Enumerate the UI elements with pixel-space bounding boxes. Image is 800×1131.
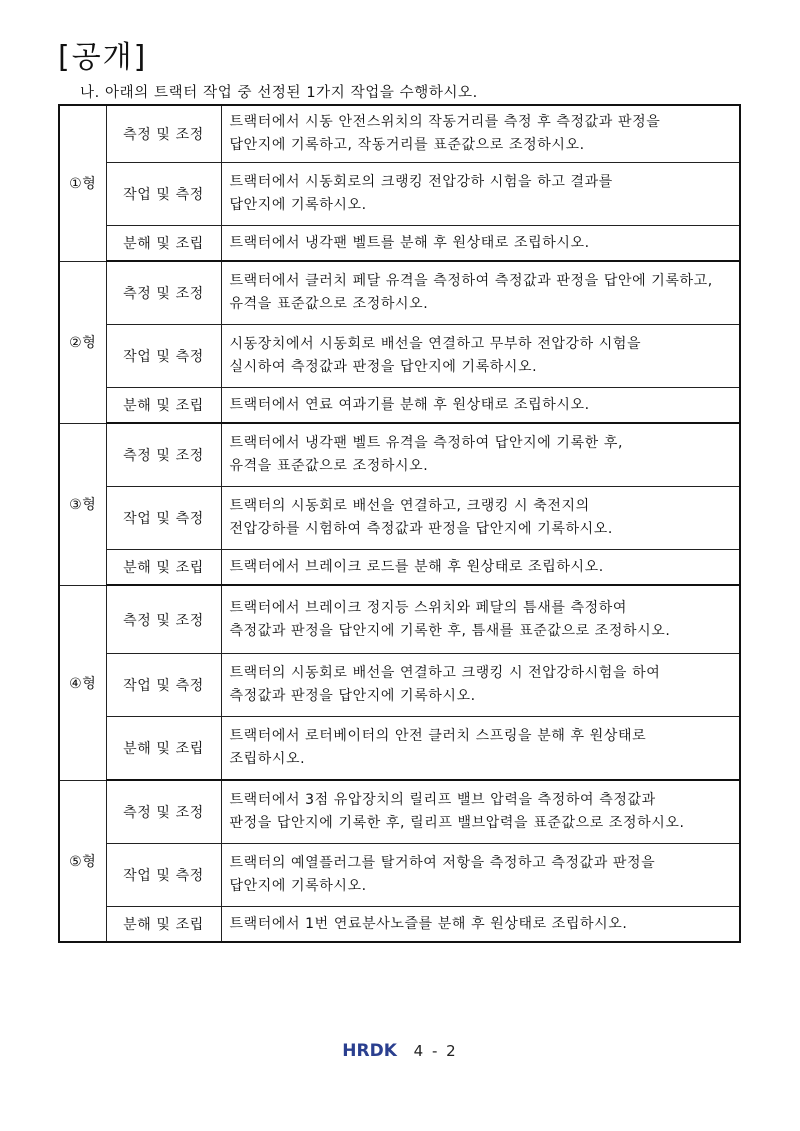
description-line: 트랙터의 시동회로 배선을 연결하고, 크랭킹 시 축전지의 (229, 498, 590, 514)
description-cell (221, 105, 740, 163)
type-label: ⑤형 (59, 780, 106, 942)
instruction-text: 나. 아래의 트랙터 작업 중 선정된 1가지 작업을 수행하시오. (80, 85, 478, 101)
task-table (58, 104, 741, 943)
description-line: 유격을 표준값으로 조정하시오. (229, 296, 429, 312)
description-line: 측정값과 판정을 답안지에 기록하시오. (229, 688, 476, 704)
description-cell (221, 844, 740, 907)
description-line: 트랙터에서 냉각팬 벨트 유격을 측정하여 답안지에 기록한 후, (229, 435, 623, 451)
description-line: 트랙터에서 3점 유압장치의 릴리프 밸브 압력을 측정하여 측정값과 (229, 792, 656, 808)
description-line: 시동장치에서 시동회로 배선을 연결하고 무부하 전압강하 시험을 (229, 336, 642, 352)
table-row (59, 226, 740, 262)
description-line: 트랙터의 시동회로 배선을 연결하고 크랭킹 시 전압강하시험을 하여 (229, 665, 661, 681)
table-row (59, 325, 740, 388)
description-cell (221, 388, 740, 424)
page-footer (0, 1041, 800, 1061)
category-cell: 분해 및 조립 (106, 550, 221, 586)
category-cell: 분해 및 조립 (106, 226, 221, 262)
description-cell (221, 907, 740, 943)
table-row (59, 163, 740, 226)
table-row (59, 550, 740, 586)
type-label: ④형 (59, 585, 106, 780)
category-cell: 측정 및 조정 (106, 585, 221, 654)
table-row (59, 585, 740, 654)
description-line: 전압강하를 시험하여 측정값과 판정을 답안지에 기록하시오. (229, 521, 613, 537)
description-line: 측정값과 판정을 답안지에 기록한 후, 틈새를 표준값으로 조정하시오. (229, 622, 671, 639)
page-title: [공개] (58, 40, 148, 75)
description-line: 트랙터에서 시동 안전스위치의 작동거리를 측정 후 측정값과 판정을 (229, 114, 661, 130)
table-row (59, 654, 740, 717)
description-cell (221, 487, 740, 550)
category-cell: 작업 및 측정 (106, 163, 221, 226)
category-cell: 분해 및 조립 (106, 388, 221, 424)
description-line: 실시하여 측정값과 판정을 답안지에 기록하시오. (229, 359, 538, 375)
description-line: 트랙터에서 시동회로의 크랭킹 전압강하 시험을 하고 결과를 (229, 174, 613, 190)
type-label: ②형 (59, 261, 106, 423)
description-cell (221, 550, 740, 586)
page-number: 4 - 2 (413, 1042, 458, 1060)
description-line: 트랙터에서 클러치 페달 유격을 측정하여 측정값과 판정을 답안에 기록하고, (229, 273, 713, 289)
table-row (59, 388, 740, 424)
category-cell: 측정 및 조정 (106, 105, 221, 163)
description-cell (221, 654, 740, 717)
description-cell (221, 261, 740, 325)
description-line: 판정을 답안지에 기록한 후, 릴리프 밸브압력을 표준값으로 조정하시오. (229, 815, 685, 831)
description-line: 답안지에 기록하시오. (229, 197, 367, 213)
category-cell: 작업 및 측정 (106, 487, 221, 550)
description-line: 트랙터에서 브레이크 정지등 스위치와 페달의 틈새를 측정하여 (229, 599, 628, 616)
category-cell: 작업 및 측정 (106, 844, 221, 907)
category-cell: 측정 및 조정 (106, 261, 221, 325)
description-line: 답안지에 기록하고, 작동거리를 표준값으로 조정하시오. (229, 137, 585, 153)
table-row (59, 844, 740, 907)
description-line: 트랙터에서 1번 연료분사노즐를 분해 후 원상태로 조립하시오. (229, 915, 628, 932)
category-cell: 측정 및 조정 (106, 423, 221, 487)
description-line: 답안지에 기록하시오. (229, 878, 367, 894)
category-cell: 측정 및 조정 (106, 780, 221, 844)
description-line: 트랙터에서 브레이크 로드를 분해 후 원상태로 조립하시오. (229, 558, 604, 575)
description-line: 유격을 표준값으로 조정하시오. (229, 458, 429, 474)
table-row (59, 487, 740, 550)
category-cell: 분해 및 조립 (106, 717, 221, 781)
table-row (59, 717, 740, 781)
table-row (59, 105, 740, 163)
description-cell (221, 717, 740, 781)
type-label: ③형 (59, 423, 106, 585)
description-line: 트랙터에서 로터베이터의 안전 클러치 스프링을 분해 후 원상태로 (229, 728, 647, 744)
description-cell (221, 780, 740, 844)
description-cell (221, 325, 740, 388)
table-row (59, 423, 740, 487)
description-line: 조립하시오. (229, 751, 306, 767)
description-cell (221, 226, 740, 262)
description-line: 트랙터의 예열플러그를 탈거하여 저항을 측정하고 측정값과 판정을 (229, 855, 656, 871)
category-cell: 작업 및 측정 (106, 325, 221, 388)
table-row (59, 261, 740, 325)
description-cell (221, 163, 740, 226)
category-cell: 작업 및 측정 (106, 654, 221, 717)
type-label: ①형 (59, 105, 106, 261)
description-cell (221, 585, 740, 654)
description-line: 트랙터에서 냉각팬 벨트를 분해 후 원상태로 조립하시오. (229, 234, 590, 251)
table-row (59, 907, 740, 943)
hrdk-logo: HRDK (342, 1041, 397, 1061)
table-row (59, 780, 740, 844)
category-cell: 분해 및 조립 (106, 907, 221, 943)
description-line: 트랙터에서 연료 여과기를 분해 후 원상태로 조립하시오. (229, 396, 590, 413)
description-cell (221, 423, 740, 487)
